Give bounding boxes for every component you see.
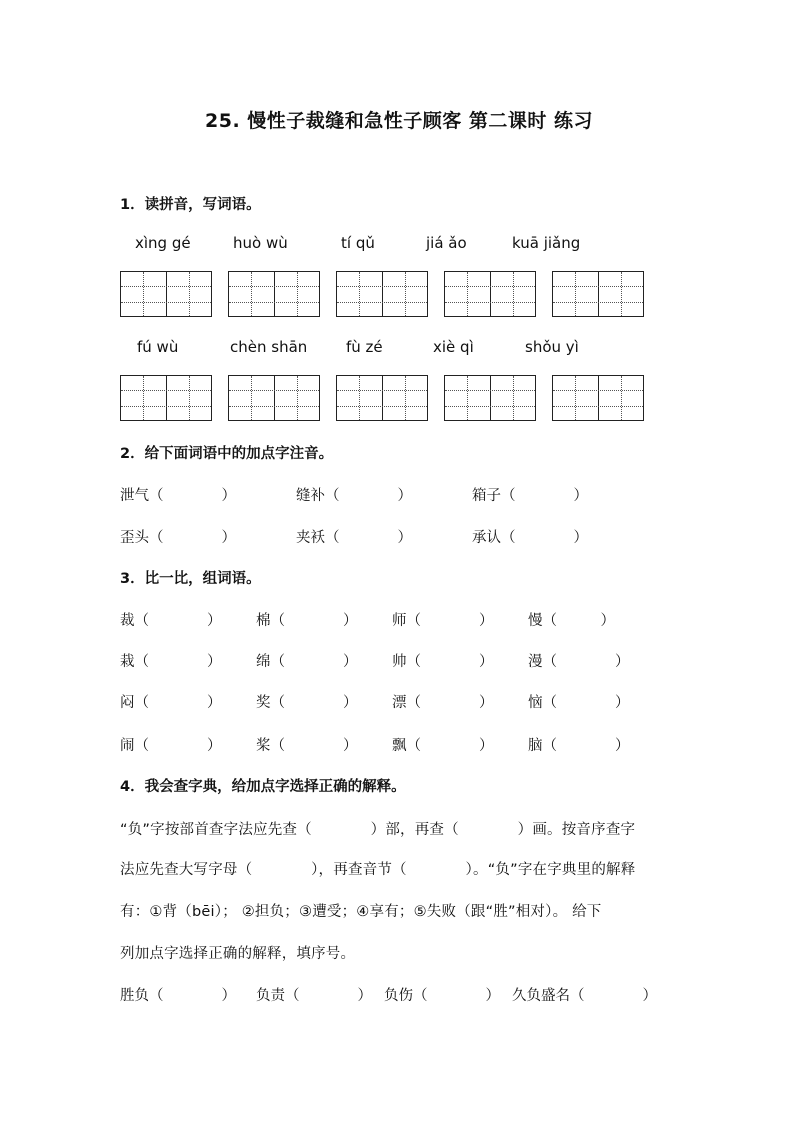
pinyin-10: shǒu yì — [525, 338, 579, 356]
q3-item[interactable]: 栽（ ） — [120, 654, 222, 670]
pinyin-8: fù zé — [346, 338, 383, 356]
writing-grid-9[interactable] — [444, 375, 536, 421]
q4-line-2: 法应先查大写字母（ ），再查音节（ ）。“负”字在字典里的解释 — [120, 862, 636, 878]
q4-answer-1[interactable]: 胜负（ ） — [120, 988, 236, 1004]
pinyin-5: kuā jiǎng — [512, 234, 581, 252]
q4-answer-2[interactable]: 负责（ ） — [256, 988, 372, 1004]
writing-grid-5[interactable] — [552, 271, 644, 317]
q4-answer-4[interactable]: 久负盛名（ ） — [512, 988, 657, 1004]
pinyin-3: tí qǔ — [341, 234, 375, 252]
q4-line-1: “负”字按部首查字法应先查（ ）部，再查（ ）画。按音序查字 — [120, 822, 636, 838]
writing-grid-7[interactable] — [228, 375, 320, 421]
writing-grid-2[interactable] — [228, 271, 320, 317]
q3-item[interactable]: 脑（ ） — [528, 738, 630, 754]
q3-item[interactable]: 裁（ ） — [120, 613, 222, 629]
q2-item-1[interactable]: 泄气（ ） — [120, 488, 236, 504]
q3-item[interactable]: 恼（ ） — [528, 695, 630, 711]
q3-item[interactable]: 帅（ ） — [392, 654, 494, 670]
pinyin-2: huò wù — [233, 234, 288, 252]
q3-item[interactable]: 飘（ ） — [392, 738, 494, 754]
q2-item-5[interactable]: 夹袄（ ） — [296, 530, 412, 546]
pinyin-9: xiè qì — [433, 338, 474, 356]
q3-item[interactable]: 棉（ ） — [256, 613, 358, 629]
writing-grid-8[interactable] — [336, 375, 428, 421]
q3-item[interactable]: 闷（ ） — [120, 695, 222, 711]
q3-item[interactable]: 漂（ ） — [392, 695, 494, 711]
q4-line-4: 列加点字选择正确的解释，填序号。 — [120, 946, 356, 962]
q4-heading: 4．我会查字典，给加点字选择正确的解释。 — [120, 779, 406, 795]
q2-item-3[interactable]: 箱子（ ） — [472, 488, 588, 504]
writing-grid-3[interactable] — [336, 271, 428, 317]
q2-item-6[interactable]: 承认（ ） — [472, 530, 588, 546]
writing-grid-10[interactable] — [552, 375, 644, 421]
writing-grid-1[interactable] — [120, 271, 212, 317]
pinyin-6: fú wù — [137, 338, 179, 356]
q2-heading: 2．给下面词语中的加点字注音。 — [120, 446, 334, 462]
q4-line-3: 有：①背（bēi）； ②担负；③遭受；④享有；⑤失败（跟“胜”相对）。 给下 — [120, 904, 602, 920]
pinyin-7: chèn shān — [230, 338, 308, 356]
q3-item[interactable]: 漫（ ） — [528, 654, 630, 670]
q1-heading: 1．读拼音，写词语。 — [120, 197, 261, 213]
pinyin-1: xìng gé — [135, 234, 191, 252]
q3-item[interactable]: 师（ ） — [392, 613, 494, 629]
q3-item[interactable]: 桨（ ） — [256, 738, 358, 754]
page-title: 25. 慢性子裁缝和急性子顾客 第二课时 练习 — [205, 110, 594, 132]
q3-heading: 3．比一比，组词语。 — [120, 571, 261, 587]
writing-grid-4[interactable] — [444, 271, 536, 317]
q4-answer-3[interactable]: 负伤（ ） — [384, 988, 500, 1004]
pinyin-4: jiá ǎo — [426, 234, 467, 252]
q2-item-2[interactable]: 缝补（ ） — [296, 488, 412, 504]
q2-item-4[interactable]: 歪头（ ） — [120, 530, 236, 546]
q3-item[interactable]: 奖（ ） — [256, 695, 358, 711]
writing-grid-6[interactable] — [120, 375, 212, 421]
q3-item[interactable]: 慢（ ） — [528, 613, 615, 629]
q3-item[interactable]: 绵（ ） — [256, 654, 358, 670]
q3-item[interactable]: 闹（ ） — [120, 738, 222, 754]
